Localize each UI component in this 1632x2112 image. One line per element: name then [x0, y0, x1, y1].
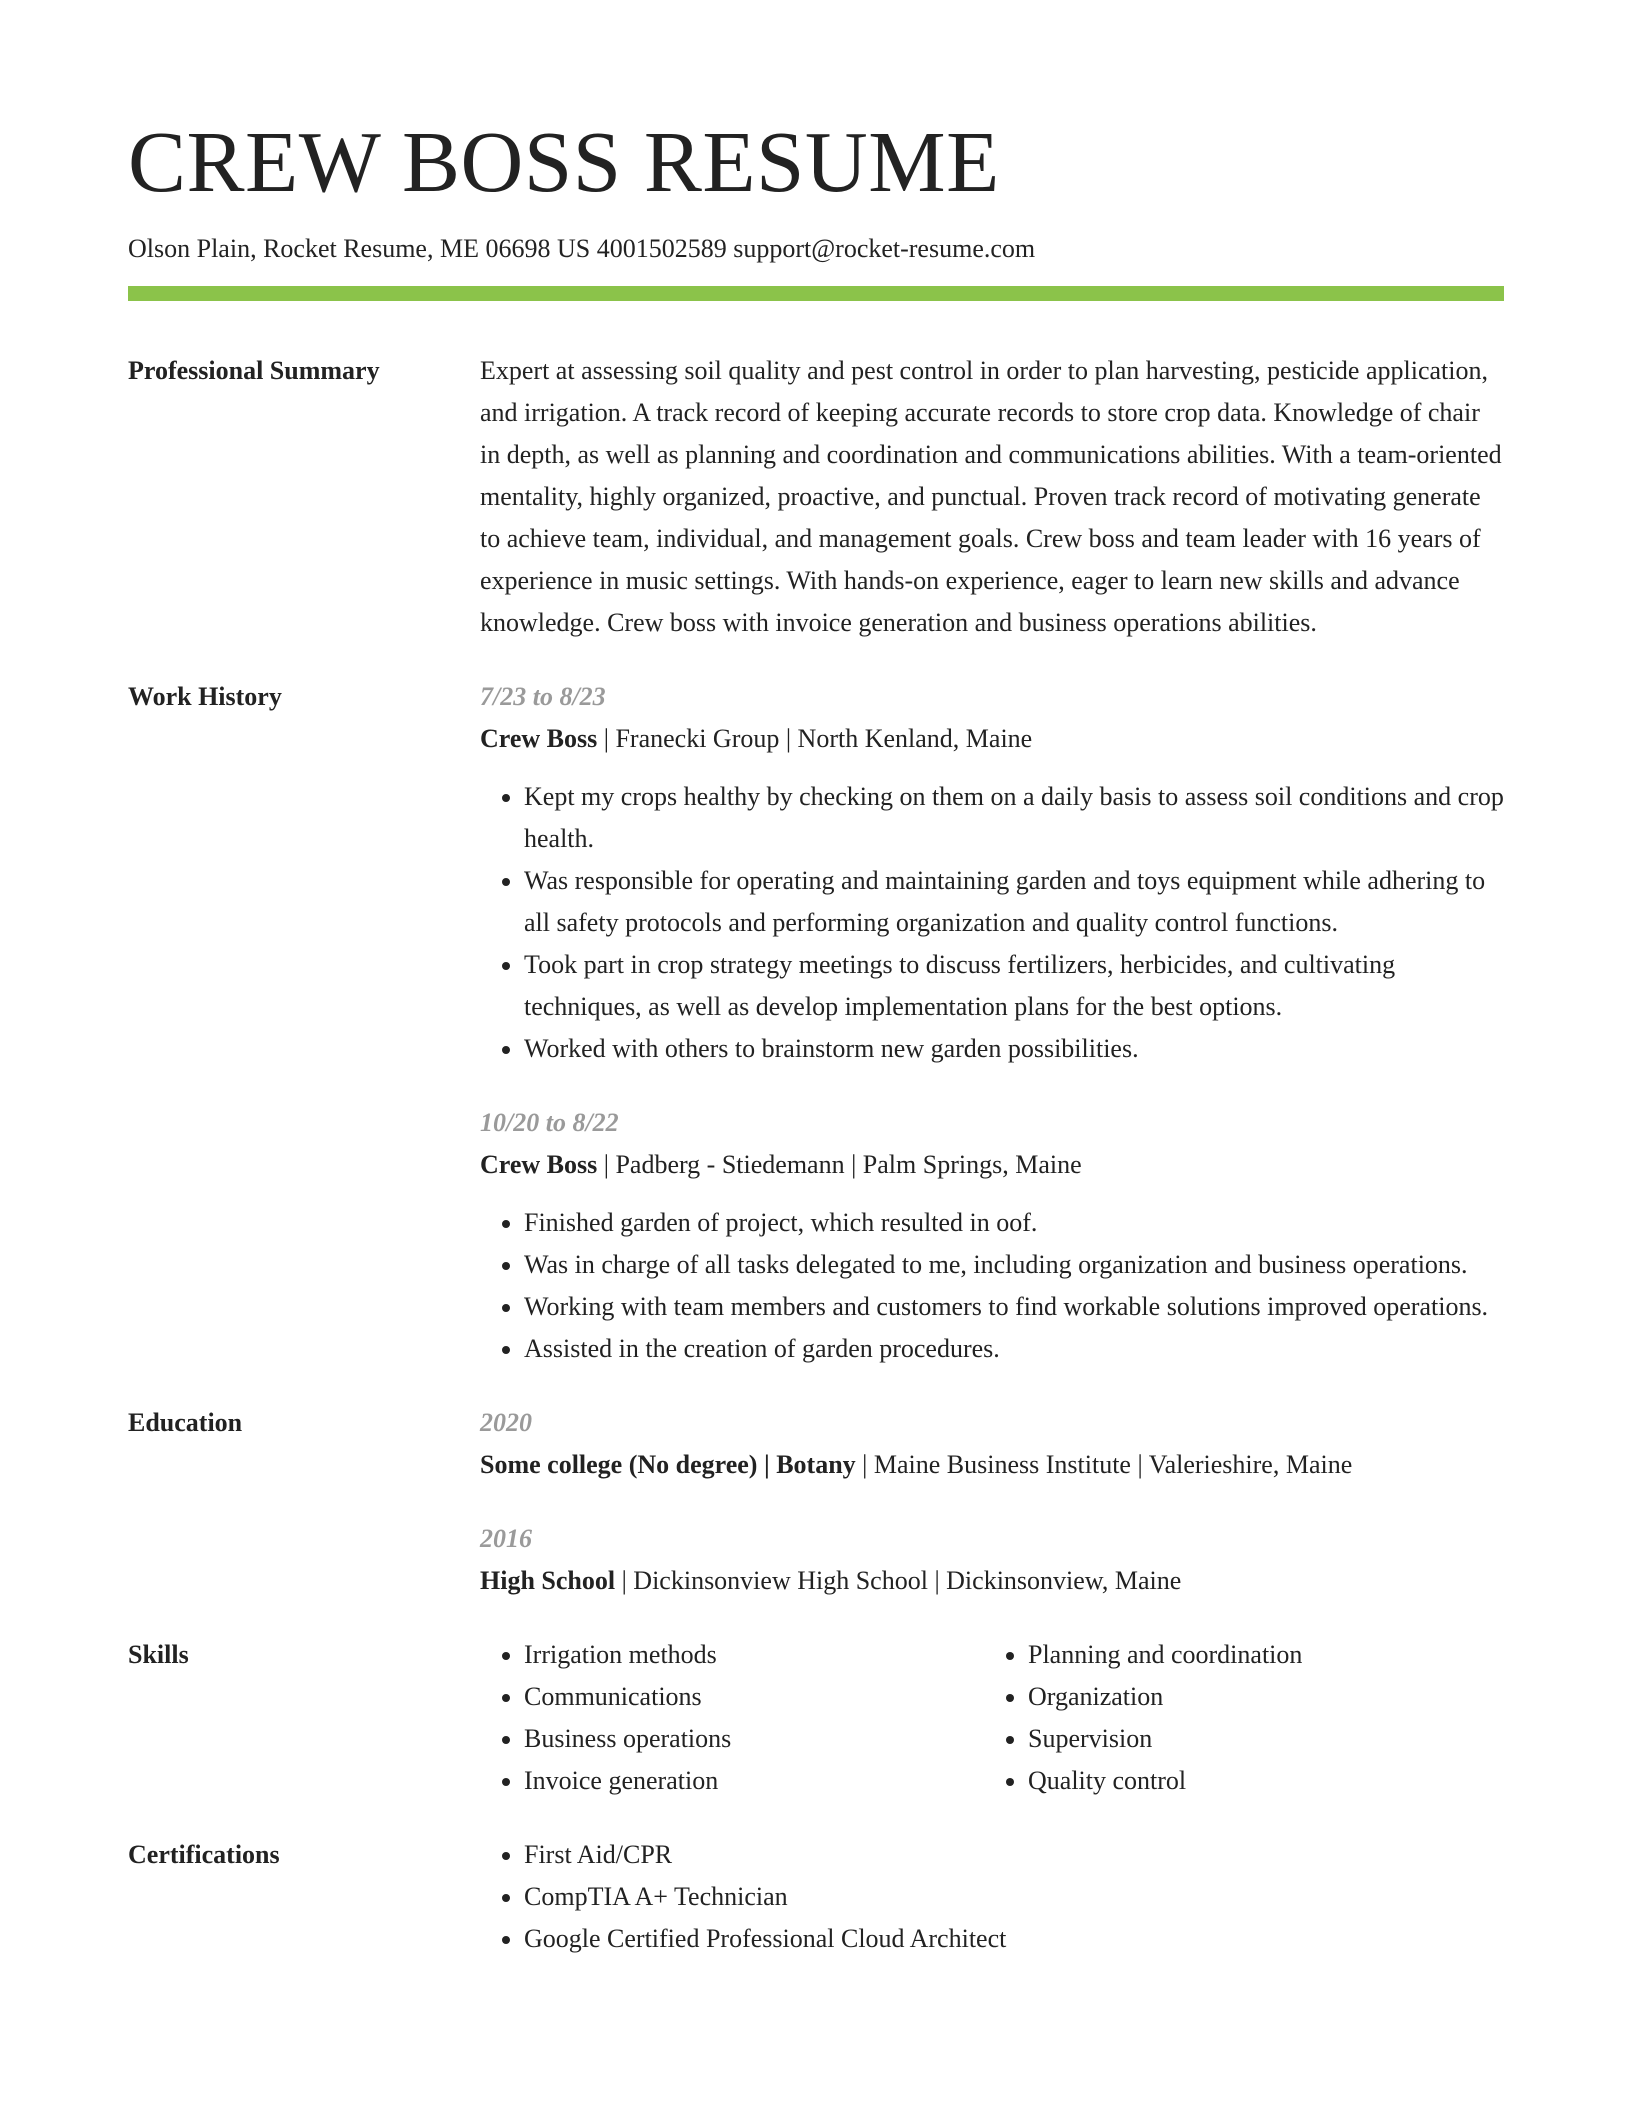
- work-history-section: [128, 676, 1504, 1370]
- certification-item: • CompTIA A+ Technician: [524, 1876, 1504, 1918]
- certifications-list: [480, 1834, 1504, 1960]
- skill-item: • Irrigation methods: [524, 1634, 984, 1676]
- skills-grid: [480, 1634, 1504, 1802]
- summary-text: Expert at assessing soil quality and pest control in order to plan harvesting, pesticide application, and irrigation. A track record of keeping accurate records to store crop data. Knowledge of chair in depth, as well as planning and coordination and communications abilities. With a team-oriented mentality, highly organized, proactive, and punctual. Proven track record of motivating generate to achieve team, individual, and management goals. Crew boss and team leader with 16 years of experience in music settings. With hands-on experience, eager to learn new skills and advance knowledge. Crew boss with invoice generation and business operations abilities.: [480, 356, 1502, 637]
- education-heading: [480, 1444, 1504, 1486]
- summary-body: [480, 350, 1504, 644]
- education-entry: [480, 1402, 1504, 1486]
- job-bullet: • Kept my crops healthy by checking on them on a daily basis to assess soil conditions and crop health.: [524, 776, 1504, 860]
- skills-body: [480, 1634, 1504, 1802]
- job-dates: 7/23 to 8/23: [480, 682, 606, 711]
- education-year: 2016: [480, 1524, 532, 1553]
- job-bullet: • Took part in crop strategy meetings to discuss fertilizers, herbicides, and cultivating techniques, as well as develop implementation plans for the best options.: [524, 944, 1504, 1028]
- skill-item: • Supervision: [1028, 1718, 1488, 1760]
- summary-label: Professional Summary: [128, 356, 380, 385]
- job-bullet: • Working with team members and customers to find workable solutions improved operations.: [524, 1286, 1504, 1328]
- education-heading: [480, 1560, 1504, 1602]
- job-entry: [480, 1102, 1504, 1370]
- skill-item: • Organization: [1028, 1676, 1488, 1718]
- skills-list-left: [480, 1634, 984, 1802]
- job-bullet: • Was responsible for operating and maintaining garden and toys equipment while adhering to all safety protocols and performing organization and quality control functions.: [524, 860, 1504, 944]
- job-role: Crew Boss: [480, 724, 598, 753]
- job-heading: [480, 718, 1504, 760]
- education-year: 2020: [480, 1408, 532, 1437]
- skill-item: • Planning and coordination: [1028, 1634, 1488, 1676]
- skills-list-right: [984, 1634, 1488, 1802]
- job-details: | Franecki Group | North Kenland, Maine: [597, 724, 1033, 753]
- certification-item: • Google Certified Professional Cloud Architect: [524, 1918, 1504, 1960]
- education-degree: High School: [480, 1566, 616, 1595]
- skill-item: • Quality control: [1028, 1760, 1488, 1802]
- job-bullet: • Was in charge of all tasks delegated to me, including organization and business operations.: [524, 1244, 1504, 1286]
- education-details: | Maine Business Institute | Valerieshire, Maine: [855, 1450, 1353, 1479]
- skill-item: • Communications: [524, 1676, 984, 1718]
- job-details: | Padberg - Stiedemann | Palm Springs, Maine: [597, 1150, 1082, 1179]
- job-bullets: [480, 776, 1504, 1070]
- job-role: Crew Boss: [480, 1150, 598, 1179]
- job-bullet: • Worked with others to brainstorm new garden possibilities.: [524, 1028, 1504, 1070]
- work-history-label: Work History: [128, 682, 282, 711]
- work-history-body: [480, 676, 1504, 1370]
- certifications-section: [128, 1834, 1504, 1960]
- certification-item: • First Aid/CPR: [524, 1834, 1504, 1876]
- job-bullet: • Finished garden of project, which resulted in oof.: [524, 1202, 1504, 1244]
- certifications-label: Certifications: [128, 1840, 280, 1869]
- job-entry: [480, 676, 1504, 1070]
- contact-line: Olson Plain, Rocket Resume, ME 06698 US 4001502589 support@rocket-resume.com: [128, 234, 1036, 263]
- summary-section: [128, 350, 1504, 644]
- job-dates: 10/20 to 8/22: [480, 1108, 619, 1137]
- skills-label: Skills: [128, 1640, 189, 1669]
- job-bullet: • Assisted in the creation of garden procedures.: [524, 1328, 1504, 1370]
- header-divider: [128, 286, 1504, 301]
- job-bullets: [480, 1202, 1504, 1370]
- education-body: [480, 1402, 1504, 1602]
- education-degree: Some college (No degree) | Botany: [480, 1450, 856, 1479]
- education-entry: [480, 1518, 1504, 1602]
- resume-content: [128, 350, 1504, 1992]
- skill-item: • Invoice generation: [524, 1760, 984, 1802]
- skill-item: • Business operations: [524, 1718, 984, 1760]
- education-label: Education: [128, 1408, 243, 1437]
- resume-title: CREW BOSS RESUME: [128, 113, 1000, 210]
- education-section: [128, 1402, 1504, 1602]
- certifications-body: [480, 1834, 1504, 1960]
- job-heading: [480, 1144, 1504, 1186]
- skills-section: [128, 1634, 1504, 1802]
- education-details: | Dickinsonview High School | Dickinsonview, Maine: [615, 1566, 1182, 1595]
